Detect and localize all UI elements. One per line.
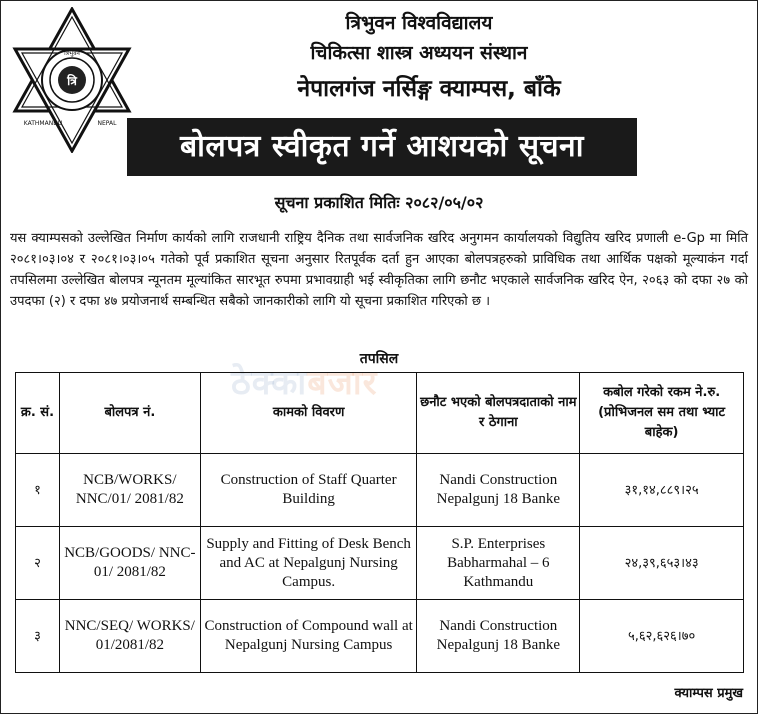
university-name: त्रिभुवन विश्वविद्यालय	[345, 12, 493, 34]
row-bid-no: NCB/GOODS/ NNC-01/ 2081/82	[59, 527, 200, 600]
row-sn: ३	[16, 600, 60, 673]
header-sn: क्र. सं.	[16, 373, 60, 454]
watermark-part2: बजार	[307, 363, 378, 403]
row-bid-no: NCB/WORKS/ NNC/01/ 2081/82	[59, 454, 200, 527]
table-row	[16, 600, 744, 673]
row-sn: २	[16, 527, 60, 600]
header-description: कामको विवरण	[200, 373, 417, 454]
logo-top-text: त्रिभुवन	[64, 50, 80, 57]
row-amount: २४,३९,६५३।४३	[580, 527, 744, 600]
campus-name: नेपालगंज नर्सिङ्ग क्याम्पस, बाँके	[297, 76, 561, 102]
row-description: Construction of Compound wall at Nepalgunj Nursing Campus	[200, 600, 417, 673]
row-description: Supply and Fitting of Desk Bench and AC at Nepalgunj Nursing Campus.	[200, 527, 417, 600]
logo-left-text: KATHMANDU	[23, 120, 63, 127]
row-amount: ५,६२,६२६।७०	[580, 600, 744, 673]
row-bidder: Nandi Construction Nepalgunj 18 Banke	[417, 454, 580, 527]
row-description: Construction of Staff Quarter Building	[200, 454, 417, 527]
table-row	[16, 527, 744, 600]
row-bid-no: NNC/SEQ/ WORKS/ 01/2081/82	[59, 600, 200, 673]
publish-date: सूचना प्रकाशित मितिः २०८२/०५/०२	[274, 193, 484, 212]
award-table	[15, 372, 744, 673]
logo-right-text: NEPAL	[97, 120, 117, 127]
institute-name: चिकित्सा शास्त्र अध्ययन संस्थान	[310, 42, 528, 64]
table-title: तपसिल	[359, 351, 399, 367]
watermark-part1: ठेक्का	[231, 363, 308, 403]
row-bidder: Nandi Construction Nepalgunj 18 Banke	[417, 600, 580, 673]
notice-title-banner: बोलपत्र स्वीकृत गर्ने आशयको सूचना	[127, 118, 637, 176]
logo-center-text: त्रि	[67, 74, 77, 88]
signatory: क्याम्पस प्रमुख	[674, 686, 743, 701]
row-bidder: S.P. Enterprises Babharmahal – 6 Kathmandu	[417, 527, 580, 600]
notice-body: यस क्याम्पसको उल्लेखित निर्माण कार्यको लागि राजधानी राष्ट्रिय दैनिक तथा सार्वजनिक खरिद अनुगमन कार्यालयको विद्युतिय खरिद प्रणाली e-Gp मा मिति २०८१।०३।०४ र २०८१।०३।०५ गतेको पूर्व प्रकाशित सूचना अनुसार रितपूर्वक दर्ता हुन आएका बोलपत्रहरुको प्राविधिक तथा आर्थिक पक्षको मूल्याकंन गर्दा तपसिलमा उल्लेखित बोलपत्र न्यूनतम मूल्यांकित सारभूत रुपमा प्रभावग्राही भई स्वीकृतिका लागि छनौट भएकाले सार्वजनिक खरिद ऐन, २०६३ को दफा २७ को उपदफा (२) र दफा ४७ प्रयोजनार्थ सम्बन्धित सबैको जानकारीको लागि यो सूचना प्रकाशित गरिएको छ ।	[10, 231, 748, 309]
header-amount: कबोल गरेको रकम ने.रु. (प्रोभिजनल सम तथा भ्याट बाहेक)	[580, 373, 744, 454]
university-logo	[11, 7, 133, 153]
header-bid-no: बोलपत्र नं.	[59, 373, 200, 454]
row-sn: १	[16, 454, 60, 527]
header-bidder: छनौट भएको बोलपत्रदाताको नाम र ठेगाना	[417, 373, 580, 454]
table-header-row	[16, 373, 744, 454]
row-amount: ३१,१४,८८९।२५	[580, 454, 744, 527]
table-row	[16, 454, 744, 527]
